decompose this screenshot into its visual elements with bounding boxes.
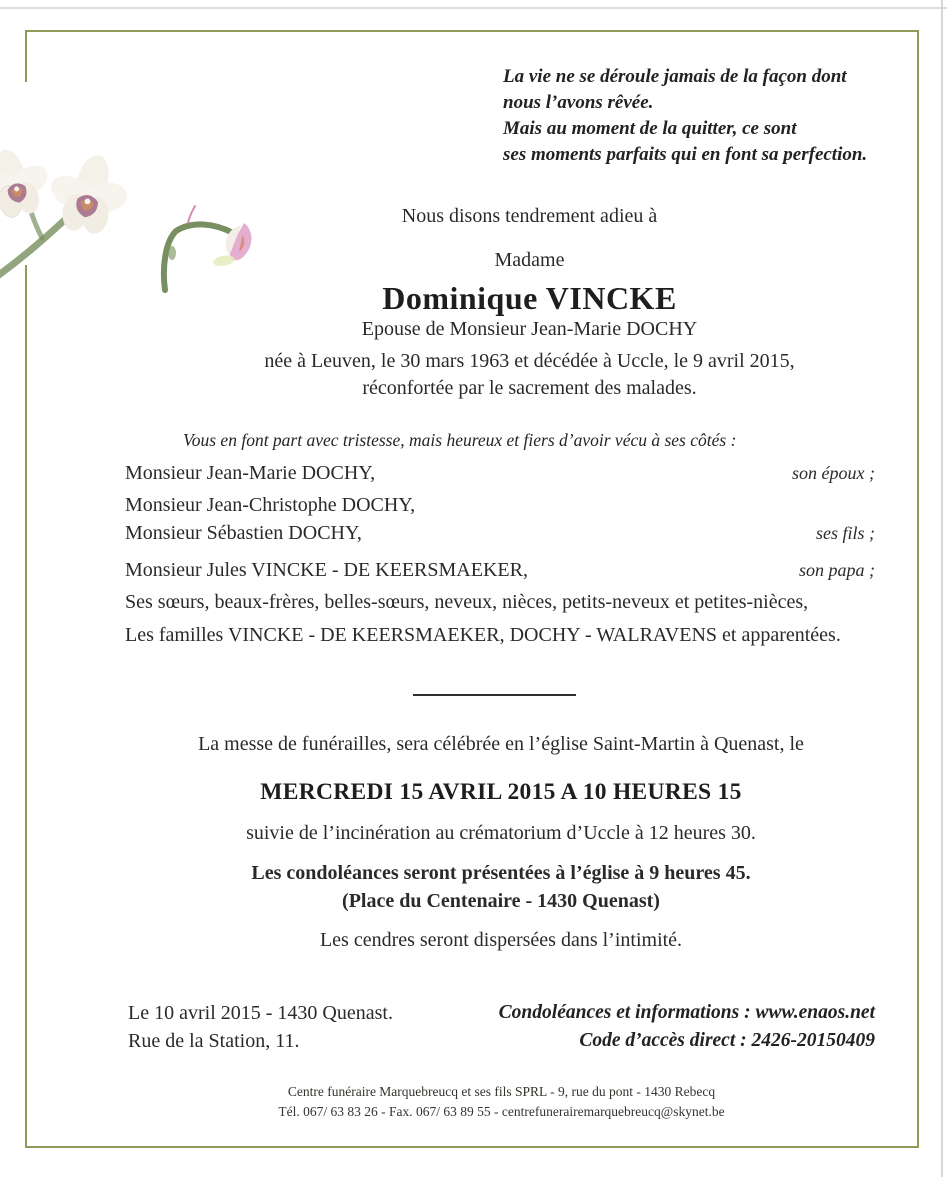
ceremony-address: (Place du Centenaire - 1430 Quenast) [342,890,660,912]
memorial-quote [503,64,898,168]
family-block [125,428,875,649]
deceased-name: Dominique VINCKE [382,280,677,316]
family-row [125,622,875,649]
access-code-line: Code d’accès direct : 2426-20150409 [579,1030,875,1051]
quote-line: nous l’avons rêvée. [503,92,654,113]
online-condolences-block [499,999,875,1055]
family-row [125,557,875,584]
announcement-block [140,203,919,402]
condolences-website-line: Condoléances et informations : www.enaos.net [498,1002,875,1023]
sacrament-line: réconfortée par le sacrement des malades. [362,377,697,399]
issue-street: Rue de la Station, 11. [128,1030,300,1052]
spouse-line: Epouse de Monsieur Jean-Marie DOCHY [361,318,698,340]
birth-death-line: née à Leuven, le 30 mars 1963 et décédée à Uccle, le 9 avril 2015, [264,350,795,372]
scan-right-edge [941,0,943,1177]
family-row [125,520,875,547]
quote-line: ses moments parfaits qui en font sa perfection. [503,144,868,165]
family-member-name: Monsieur Sébastien DOCHY, [125,522,362,544]
announcement-intro: Nous disons tendrement adieu à [401,205,658,227]
funeral-home-footer [56,1082,947,1122]
family-row [125,492,875,519]
section-divider [413,694,576,696]
family-intro: Vous en font part avec tristesse, mais heureux et fiers d’avoir vécu à ses côtés : [183,430,737,450]
funeral-home-address: Centre funéraire Marquebreucq et ses fils SPRL - 9, rue du pont - 1430 Rebecq [287,1084,716,1099]
condolences-line: Les condoléances seront présentées à l’église à 9 heures 45. [251,862,751,884]
scan-top-edge [0,7,947,9]
ceremony-date: MERCREDI 15 AVRIL 2015 A 10 HEURES 15 [260,779,742,805]
funeral-home-contact: Tél. 067/ 63 83 26 - Fax. 067/ 63 89 55 - centrefunerairemarquebreucq@skynet.be [278,1104,725,1119]
quote-line: La vie ne se déroule jamais de la façon dont [503,66,847,87]
family-member-name: Ses sœurs, beaux-frères, belles-sœurs, neveux, nièces, petits-neveux et petites-nièces, [125,591,809,613]
issue-address-block [128,999,393,1055]
mass-line: La messe de funérailles, sera célébrée en l’église Saint-Martin à Quenast, le [198,733,804,755]
family-member-relation: son époux ; [792,463,875,483]
family-member-relation: ses fils ; [815,523,875,543]
family-member-name: Monsieur Jules VINCKE - DE KEERSMAEKER, [125,559,528,581]
ashes-line: Les cendres seront dispersées dans l’intimité. [319,929,683,951]
cremation-line: suivie de l’incinération au crématorium d’Uccle à 12 heures 30. [246,822,756,844]
ceremony-block [85,731,917,954]
family-row [125,460,875,487]
family-member-name: Les familles VINCKE - DE KEERSMAEKER, DOCHY - WALRAVENS et apparentées. [125,624,841,646]
family-member-name: Monsieur Jean-Marie DOCHY, [125,462,376,484]
family-row [125,589,875,616]
issue-date-place: Le 10 avril 2015 - 1430 Quenast. [128,1002,393,1024]
issue-info-row [128,999,875,1055]
quote-line: Mais au moment de la quitter, ce sont [503,118,797,139]
family-member-relation: son papa ; [799,560,875,580]
honorific: Madame [494,249,565,271]
family-member-name: Monsieur Jean-Christophe DOCHY, [125,494,416,516]
